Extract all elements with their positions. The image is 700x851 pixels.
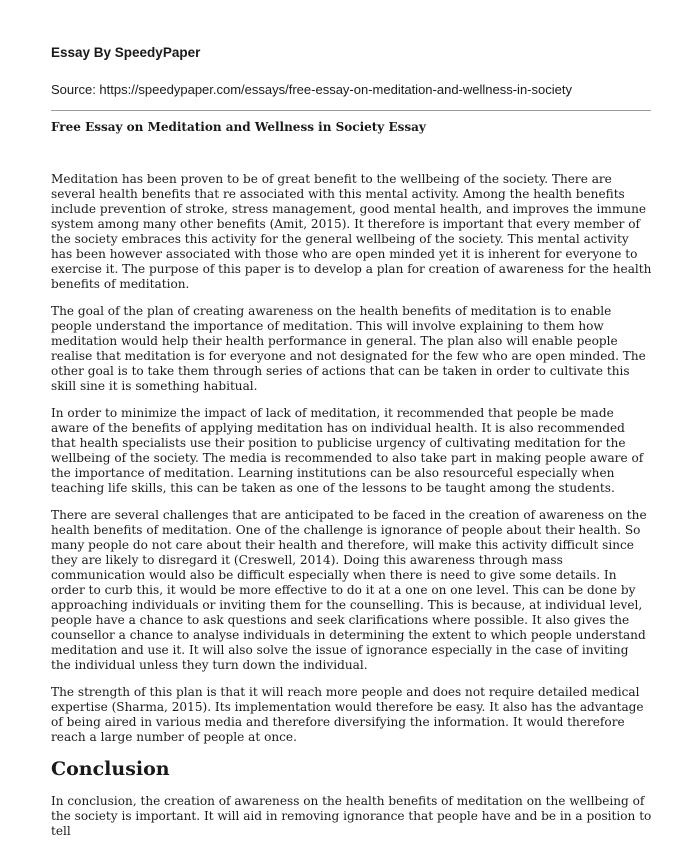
brand-title: Essay By SpeedyPaper xyxy=(51,45,201,60)
header-divider xyxy=(51,110,651,111)
conclusion-heading: Conclusion xyxy=(51,758,170,780)
essay-title: Free Essay on Meditation and Wellness in Society Essay xyxy=(51,120,426,134)
paragraph-challenges: There are several challenges that are anticipated to be faced in the creation of awareness on the health benefits of meditation. One of the challenge is ignorance of people about their health. So many people do not care about their health and therefore, will make this activity difficult since they are likely to disregard it (Creswell, 2014). Doing this awareness through mass communication would also be difficult especially when there is need to give some details. In order to curb this, it would be more effective to do it at a one on one level. This can be done by approaching individuals or inviting them for the counselling. This is because, at individual level, people have a chance to ask questions and seek clarifications where possible. It also gives the counsellor a chance to analyse individuals in determining the extent to which people understand meditation and use it. It will also solve the issue of ignorance especially in the case of inviting the individual unless they turn down the individual. xyxy=(51,508,647,672)
paragraph-strength: The strength of this plan is that it will reach more people and does not require detailed medical expertise (Sharma, 2015). Its implementation would therefore be easy. It also has the advantage of being aired in various media and therefore diversifying the information. It would therefore reach a large number of people at once. xyxy=(51,685,644,744)
paragraph-conclusion: In conclusion, the creation of awareness on the health benefits of meditation on the wellbeing of the society is important. It will aid in removing ignorance that people have and be in a position to tell xyxy=(51,794,652,838)
document-header xyxy=(51,45,651,97)
source-line: Source: https://speedypaper.com/essays/free-essay-on-meditation-and-wellness-in-society xyxy=(51,82,572,97)
essay-body xyxy=(51,172,652,851)
paragraph-intro: Meditation has been proven to be of great benefit to the wellbeing of the society. There are several health benefits that re associated with this mental activity. Among the health benefits include prevention of stroke, stress management, good mental health, and improves the immune system among many other benefits (Amit, 2015). It therefore is important that every member of the society embraces this activity for the general wellbeing of the society. This mental activity has been however associated with those who are open minded yet it is inherent for everyone to exercise it. The purpose of this paper is to develop a plan for creation of awareness for the health benefits of meditation. xyxy=(51,172,652,291)
paragraph-goal: The goal of the plan of creating awareness on the health benefits of meditation is to enable people understand the importance of meditation. This will involve explaining to them how meditation would help their health performance in general. The plan also will enable people realise that meditation is for everyone and not designated for the few who are open minded. The other goal is to take them through series of actions that can be taken in order to cultivate this skill sine it is something habitual. xyxy=(51,304,646,393)
paragraph-recommendations: In order to minimize the impact of lack of meditation, it recommended that people be made aware of the benefits of applying meditation has on individual health. It is also recommended that health specialists use their position to publicise urgency of cultivating meditation for the wellbeing of the society. The media is recommended to also take part in making people aware of the importance of meditation. Learning institutions can be also resourceful especially when teaching life skills, this can be taken as one of the lessons to be taught among the students. xyxy=(51,406,644,495)
